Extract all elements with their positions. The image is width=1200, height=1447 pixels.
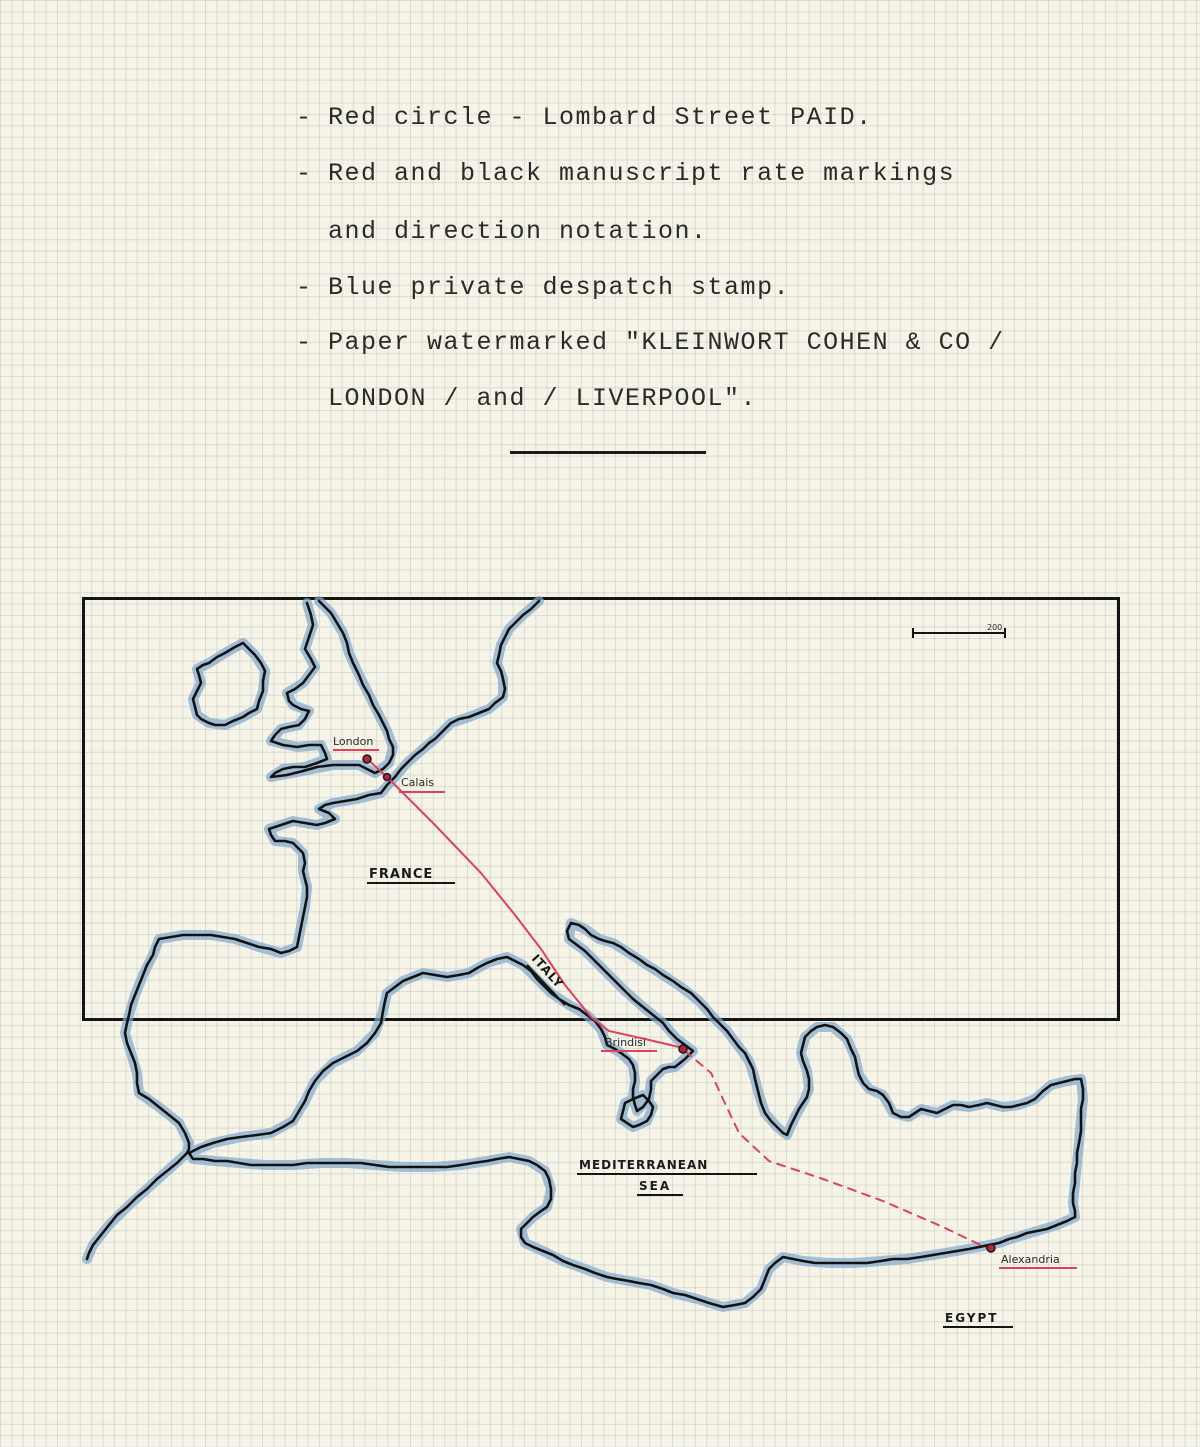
label-france: FRANCE — [369, 867, 434, 882]
iberia-med-coast — [189, 957, 675, 1153]
note-line — [296, 323, 1005, 363]
coastline-wash — [87, 601, 1083, 1307]
bullet: - — [296, 328, 313, 357]
label-sea-line1: MEDITERRANEAN — [579, 1158, 709, 1172]
note-text: Paper watermarked "KLEINWORT COHEN & CO / — [328, 328, 1005, 357]
calais-marker-icon — [384, 774, 391, 781]
note-text: Blue private despatch stamp. — [328, 273, 791, 302]
note-text: Red and black manuscript rate markings — [328, 159, 956, 188]
note-line — [296, 212, 708, 252]
brindisi-marker-icon — [679, 1045, 687, 1053]
bullet: - — [296, 159, 313, 188]
note-line — [296, 268, 790, 308]
london-marker-icon — [363, 755, 371, 763]
bullet: - — [296, 103, 313, 132]
label-alexandria: Alexandria — [1001, 1253, 1060, 1266]
scale-label: 200 — [987, 623, 1003, 632]
note-text: and direction notation. — [328, 217, 708, 246]
note-line — [296, 98, 873, 138]
note-text: LONDON / and / LIVERPOOL". — [328, 384, 758, 413]
town-markers — [363, 755, 995, 1252]
iberia-med-coast-wash — [189, 957, 675, 1153]
note-line — [296, 379, 757, 419]
scale-bar — [913, 623, 1005, 638]
route-map — [82, 597, 1120, 1325]
note-line — [296, 154, 955, 194]
label-italy: ITALY — [528, 951, 567, 992]
alexandria-marker-icon — [987, 1244, 995, 1252]
route-sea — [685, 1051, 989, 1249]
label-sea-line2: SEA — [639, 1179, 672, 1193]
bullet: - — [296, 273, 313, 302]
label-brindisi: Brindisi — [605, 1036, 646, 1049]
label-london: London — [333, 735, 374, 748]
section-divider — [510, 451, 706, 454]
note-text: Red circle - Lombard Street PAID. — [328, 103, 873, 132]
label-egypt: EGYPT — [945, 1311, 999, 1325]
label-calais: Calais — [401, 776, 435, 789]
map-svg — [85, 600, 1117, 1325]
